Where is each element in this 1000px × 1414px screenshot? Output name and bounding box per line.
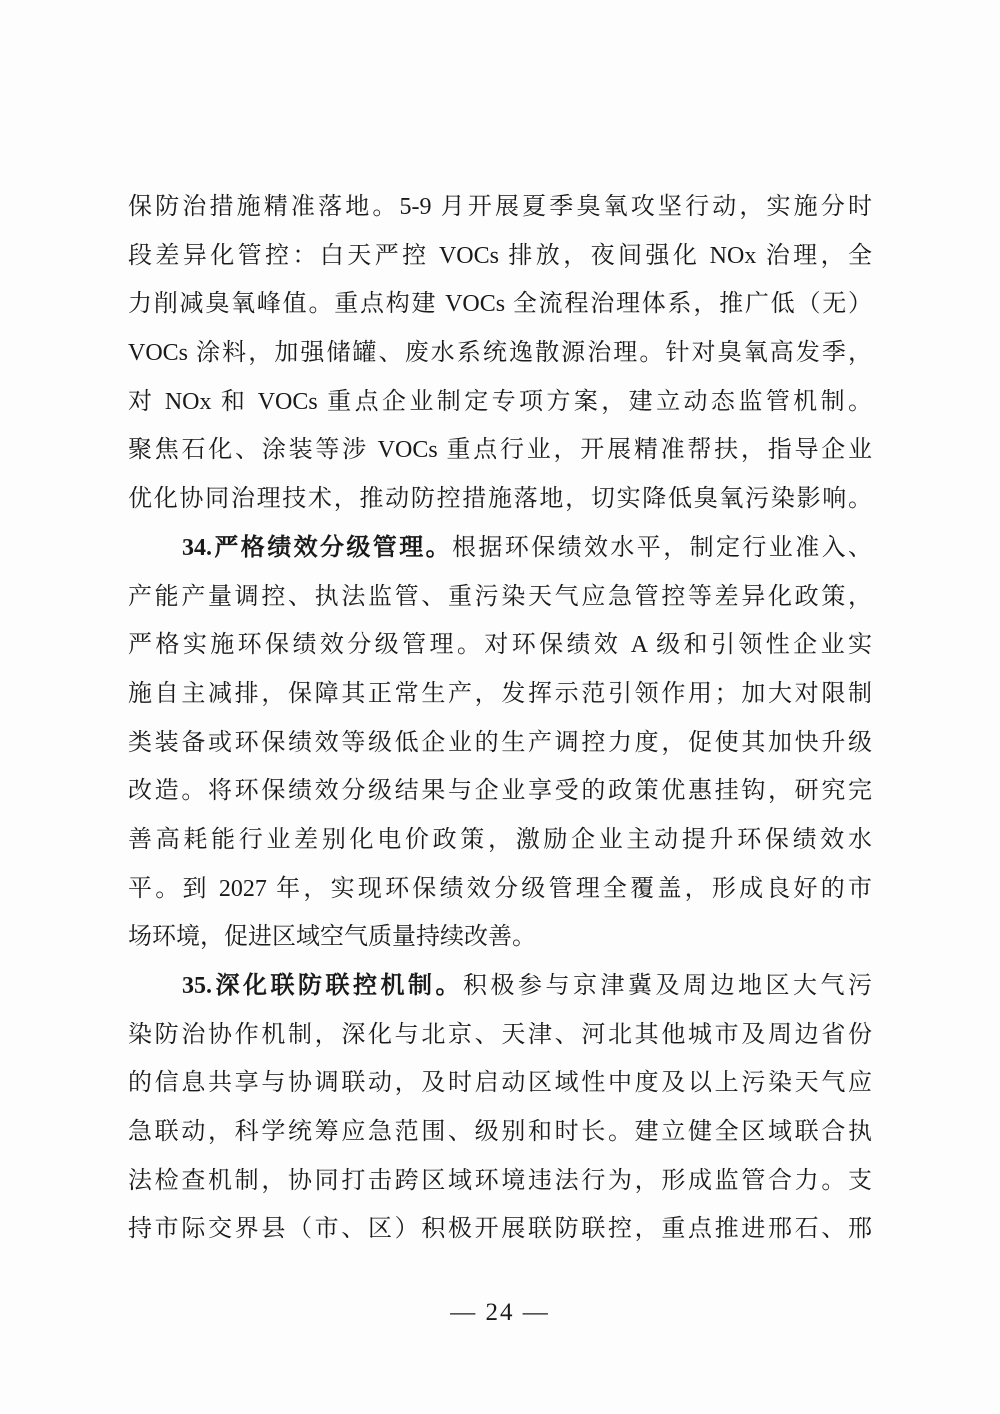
- text-line-paragraph-end: [128, 913, 872, 962]
- line-text: 持市际交界县（市、区）积极开展联防联控，重点推进邢石、邢: [128, 1216, 872, 1243]
- line-text: 严格实施环保绩效分级管理。对环保绩效 A 级和引领性企业实: [128, 632, 872, 659]
- line-text: 场环境，促进区域空气质量持续改善。: [128, 924, 536, 951]
- line-text: 产能产量调控、执法监管、重污染天气应急管控等差异化政策，: [128, 583, 872, 610]
- text-line-section-34: [128, 524, 872, 573]
- text-line: [128, 329, 872, 378]
- line-text: VOCs 涂料，加强储罐、废水系统逸散源治理。针对臭氧高发季，: [128, 340, 872, 367]
- line-text: 力削减臭氧峰值。重点构建 VOCs 全流程治理体系，推广低（无）: [128, 291, 872, 318]
- line-text: 的信息共享与协调联动，及时启动区域性中度及以上污染天气应: [128, 1070, 872, 1097]
- section-35-heading: 35.深化联防联控机制。: [182, 973, 463, 999]
- line-text: 施自主减排，保障其正常生产，发挥示范引领作用；加大对限制: [128, 680, 872, 707]
- line-text: 根据环保绩效水平，制定行业准入、: [452, 534, 872, 561]
- line-text: 优化协同治理技术，推动防控措施落地，切实降低臭氧污染影响。: [128, 486, 872, 513]
- text-line: [128, 183, 872, 232]
- line-text: 类装备或环保绩效等级低企业的生产调控力度，促使其加快升级: [128, 729, 872, 756]
- line-text: 聚焦石化、涂装等涉 VOCs 重点行业，开展精准帮扶，指导企业: [128, 437, 872, 464]
- text-line-section-35: [128, 962, 872, 1011]
- line-text: 善高耗能行业差别化电价政策，激励企业主动提升环保绩效水: [128, 826, 872, 853]
- page-number: — 24 —: [450, 1299, 550, 1326]
- text-line: [128, 573, 872, 622]
- line-text: 平。到 2027 年，实现环保绩效分级管理全覆盖，形成良好的市: [128, 875, 872, 902]
- text-line: [128, 378, 872, 427]
- text-line: [128, 767, 872, 816]
- text-line: [128, 1157, 872, 1206]
- line-text: 改造。将环保绩效分级结果与企业享受的政策优惠挂钩，研究完: [128, 778, 872, 805]
- text-line: [128, 1011, 872, 1060]
- text-line: [128, 232, 872, 281]
- line-text: 急联动，科学统筹应急范围、级别和时长。建立健全区域联合执: [128, 1119, 872, 1146]
- text-line: [128, 1205, 872, 1254]
- line-text: 保防治措施精准落地。5-9 月开展夏季臭氧攻坚行动，实施分时: [128, 194, 872, 220]
- line-text: 法检查机制，协同打击跨区域环境违法行为，形成监管合力。支: [128, 1167, 872, 1194]
- text-line: [128, 865, 872, 914]
- text-line: [128, 280, 872, 329]
- line-text: 积极参与京津冀及周边地区大气污: [463, 973, 872, 999]
- text-line: [128, 1108, 872, 1157]
- text-line: [128, 621, 872, 670]
- text-line: [128, 670, 872, 719]
- text-line: [128, 1059, 872, 1108]
- line-text: 对 NOx 和 VOCs 重点企业制定专项方案，建立动态监管机制。: [128, 388, 872, 415]
- text-line: [128, 475, 872, 524]
- body-text: [128, 183, 872, 1254]
- text-line: [128, 719, 872, 768]
- text-line: [128, 816, 872, 865]
- line-text: 段差异化管控：白天严控 VOCs 排放，夜间强化 NOx 治理，全: [128, 242, 872, 269]
- text-line: [128, 426, 872, 475]
- section-34-heading: 34.严格绩效分级管理。: [182, 534, 452, 561]
- line-text: 染防治协作机制，深化与北京、天津、河北其他城市及周边省份: [128, 1021, 872, 1048]
